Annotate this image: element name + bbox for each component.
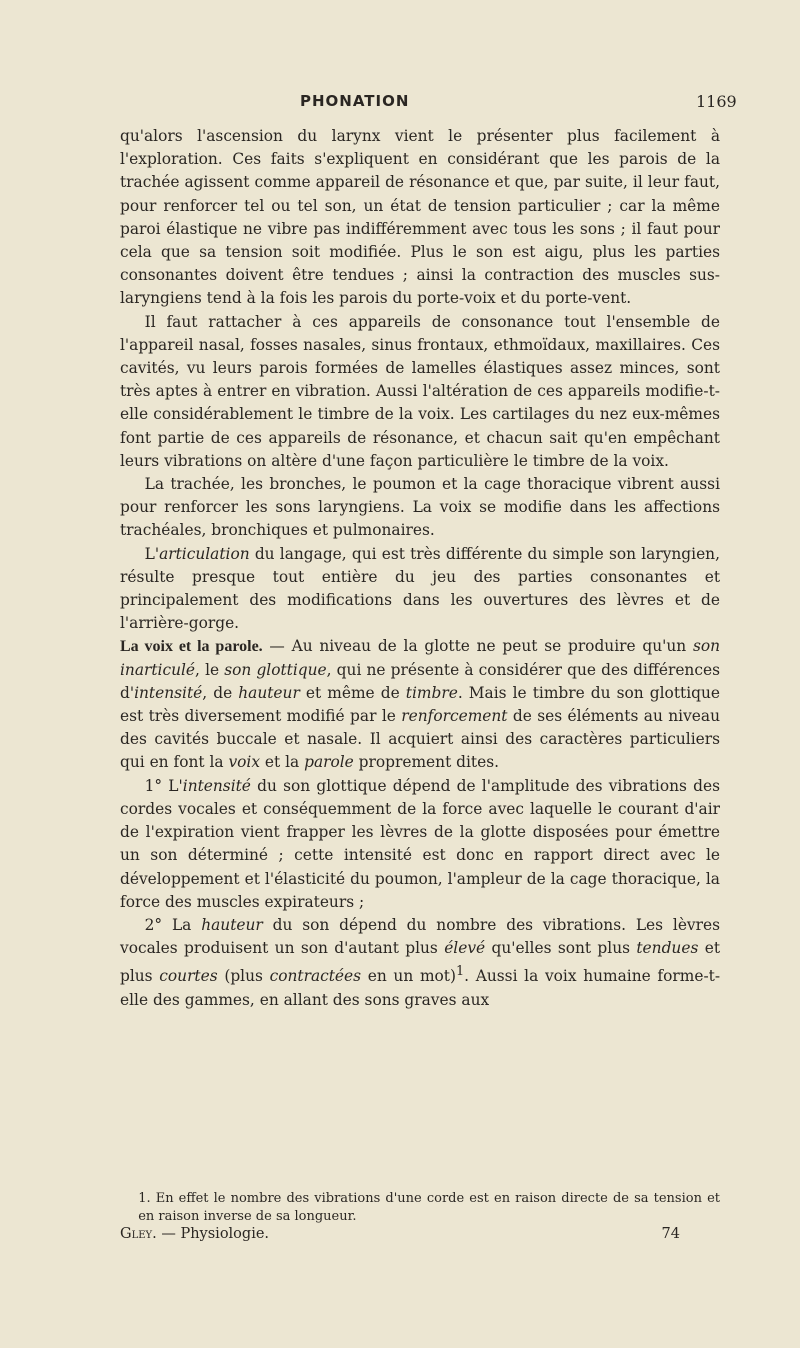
footnote-1: 1. En effet le nombre des vibrations d'une corde est en raison directe de sa tension et en raison inverse de sa longueur. [138, 1191, 720, 1224]
book-title: . — Physiologie. [152, 1226, 270, 1242]
paragraph-intensity: 1° L'intensité du son glottique dépend de l'amplitude des vibrations des cordes vocales et conséquemment de la force avec laquelle le courant d'air de l'expiration vient frapper les lèvres de la glotte disposées pour émettre un son déterminé ; cette intensité est donc en rapport direct avec le développement et l'élasticité du poumon, l'ampleur de la cage thoracique, la force des muscles expirateurs ; [120, 776, 720, 911]
signature-line [120, 1226, 720, 1244]
page-header [0, 92, 800, 122]
running-title: PHONATION [300, 92, 410, 110]
paragraph-articulation: L'articulation du langage, qui est très différente du simple son laryngien, résulte presque tout entière du jeu des parties consonantes et principalement des modifications dans les ouvertures des lèvres et de l'arrière-gorge. [120, 544, 720, 633]
footnotes [120, 1190, 720, 1244]
paragraph-tracheal-resonance: qu'alors l'ascension du larynx vient le présenter plus facilement à l'exploration. Ces faits s'expliquent en considérant que les parois de la trachée agissent comme appareil de résonance et que, par suite, il leur faut, pour renforcer tel ou tel son, un état de tension particulier ; car la même paroi élastique ne vibre pas indifféremment avec tous les sons ; il faut pour cela que sa tension soit modifiée. Plus le son est aigu, plus les parties consonantes doivent être tendues ; ainsi la contraction des muscles sus-laryngiens tend à la fois les parois du porte-voix et du porte-vent. [120, 127, 720, 308]
body-text [120, 125, 720, 1012]
paragraph-nasal-apparatus: Il faut rattacher à ces appareils de consonance tout l'ensemble de l'appareil nasal, fosses nasales, sinus frontaux, ethmoïdaux, maxillaires. Ces cavités, vu leurs parois formées de lamelles élastiques assez minces, sont très aptes à entrer en vibration. Aussi l'altération de ces appareils modifie-t-elle considérablement le timbre de la voix. Les cartilages du nez eux-mêmes font partie de ces appareils de résonance, et chacun sait qu'en empêchant leurs vibrations on altère d'une façon particulière le timbre de la voix. [120, 312, 720, 470]
section-title: La voix et la parole. [120, 638, 263, 656]
signature-mark: 74 [661, 1226, 680, 1242]
page-number: 1169 [696, 92, 737, 111]
footnote-ref: 1 [456, 964, 465, 980]
paragraph-thoracic-resonance: La trachée, les bronches, le poumon et la cage thoracique vibrent aussi pour renforcer les sons laryngiens. La voix se modifie dans les affections trachéales, bronchiques et pulmonaires. [120, 475, 720, 540]
author-name: Gley [120, 1226, 153, 1242]
paragraph-pitch: 2° La hauteur du son dépend du nombre des vibrations. Les lèvres vocales produisent un son d'autant plus élevé qu'elles sont plus tendues et plus courtes (plus contractées en un mot)$^1$. Aussi la voix humaine forme-t-elle des gammes, en allant des sons graves aux [120, 915, 721, 1009]
section-voice-and-speech: La voix et la parole. — Au niveau de la glotte ne peut se produire qu'un son inarticulé, le son glottique, qui ne présente à considérer que des différences d'intensité, de hauteur et même de timbre. Mais le timbre du son glottique est très diversement modifié par le renforcement de ses éléments au niveau des cavités buccale et nasale. Il acquiert ainsi des caractères particuliers qui en font la voix et la parole proprement dites. [120, 637, 721, 772]
